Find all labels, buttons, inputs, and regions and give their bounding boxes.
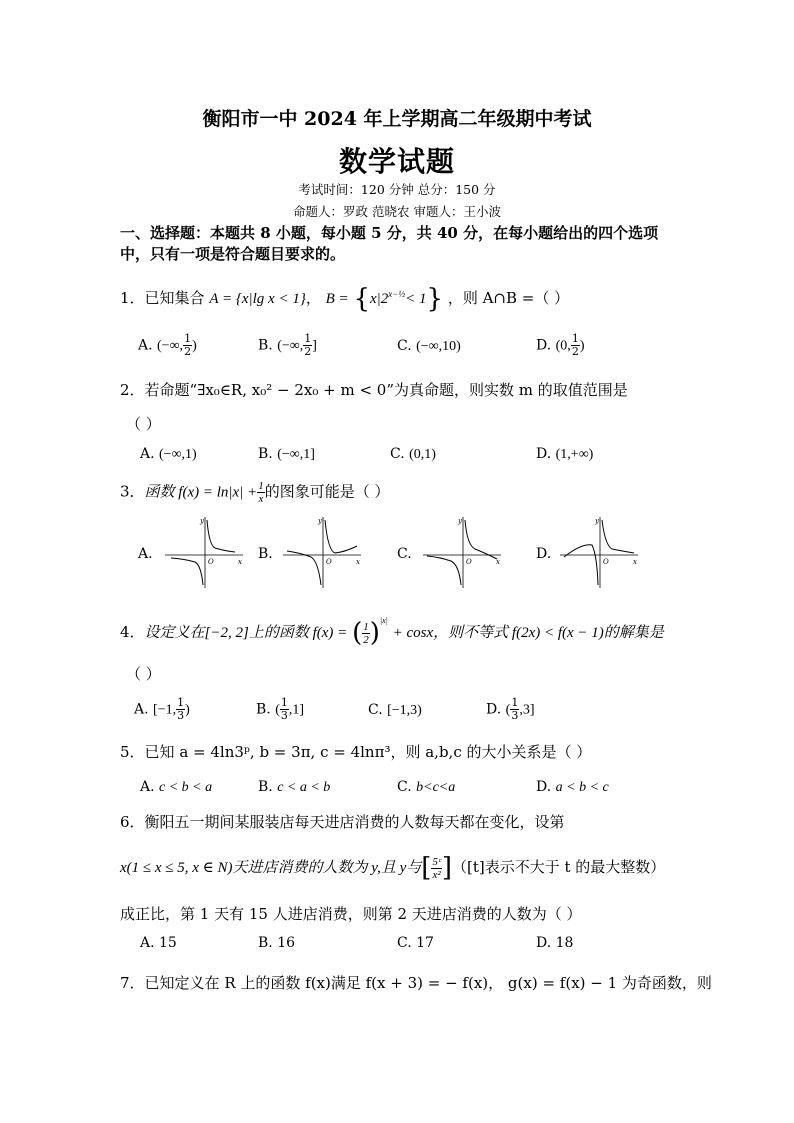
svg-text:O: O bbox=[326, 558, 332, 566]
svg-text:O: O bbox=[466, 558, 472, 566]
question-4-paren: （ ） bbox=[126, 665, 161, 683]
q3-graph-d bbox=[560, 515, 640, 590]
svg-text:y: y bbox=[458, 517, 462, 525]
svg-text:y: y bbox=[318, 517, 322, 525]
svg-text:y: y bbox=[200, 517, 204, 525]
question-number: 4． bbox=[120, 623, 145, 641]
set-a: A = {x|lg x < 1} bbox=[209, 291, 306, 307]
q1-option-c: C. (−∞,10) bbox=[397, 338, 461, 354]
q3-option-a-label: A. bbox=[138, 546, 153, 562]
q6-option-a: A. 15 bbox=[140, 935, 177, 951]
svg-text:O: O bbox=[208, 558, 214, 566]
question-number: 7． bbox=[120, 974, 145, 992]
svg-text:O: O bbox=[603, 558, 609, 566]
q3-graph-c bbox=[423, 515, 503, 590]
question-4: 4．设定义在[−2, 2]上的函数 f(x) = ( $\frac{1}{2}$ )$^{|x|}$ + cosx，则不等式 f(2x) < f(x − 1)的解集是 bbox=[120, 616, 664, 648]
question-6-line2: x(1 ≤ x ≤ 5, x ∈ N)天进店消费的人数为 y,且 y与[ $\frac{\text{5ᶜ}}{\text{x²}}$ ]（[t]表示不大于 t 的最大整数） bbox=[120, 853, 666, 883]
q3-option-d-label: D. bbox=[536, 546, 552, 562]
q3-graph-b bbox=[283, 515, 363, 590]
question-number: 6． bbox=[120, 813, 145, 831]
q1-option-d: D. (0, $\frac{1}{2}$ ) bbox=[536, 332, 585, 358]
q1-option-a: A. (−∞, $\frac{1}{2}$ ) bbox=[138, 332, 197, 358]
q5-option-c: C. b<c<a bbox=[397, 779, 456, 795]
question-number: 2． bbox=[120, 381, 145, 399]
q4-option-d: D. ( $\frac{1}{3}$ ,3] bbox=[486, 696, 535, 722]
q2-option-b: B. (−∞,1] bbox=[258, 446, 315, 462]
question-3: 3．函数 f(x) = ln|x| + $\frac{1}{x}$ 的图象可能是（ ） bbox=[120, 480, 390, 505]
q4-option-c: C. [−1,3) bbox=[368, 702, 422, 718]
q1-option-b: B. (−∞, $\frac{1}{2}$ ] bbox=[258, 332, 317, 358]
q6-option-d: D. 18 bbox=[536, 935, 574, 951]
svg-text:x: x bbox=[356, 558, 360, 566]
question-5: 5．已知 a = 4ln3ᵖ, b = 3π, c = 4lnπ³，则 a,b,c 的大小关系是（ ） bbox=[120, 743, 592, 761]
section-heading-line2: 中，只有一项是符合题目要求的。 bbox=[120, 245, 346, 263]
svg-text:x: x bbox=[238, 558, 242, 566]
section-heading-line1: 一、选择题：本题共 8 小题，每小题 5 分，共 40 分，在每小题给出的四个选项 bbox=[120, 224, 659, 242]
q3-option-b-label: B. bbox=[258, 546, 273, 562]
q6-option-c: C. 17 bbox=[397, 935, 434, 951]
q3-option-c-label: C. bbox=[397, 546, 412, 562]
question-number: 3． bbox=[120, 482, 145, 501]
q5-option-a: A. c < b < a bbox=[140, 779, 213, 795]
q4-option-b: B. ( $\frac{1}{3}$ ,1] bbox=[256, 696, 305, 722]
q2-option-c: C. (0,1) bbox=[390, 446, 436, 462]
exam-info: 考试时间：120 分钟 总分：150 分 bbox=[298, 182, 496, 197]
exam-title: 衡阳市一中 2024 年上学期高二年级期中考试 bbox=[202, 108, 592, 130]
question-number: 1． bbox=[120, 289, 145, 307]
svg-text:x: x bbox=[633, 558, 637, 566]
question-7: 7．已知定义在 R 上的函数 f(x)满足 f(x + 3) = − f(x)， g(x) = f(x) − 1 为奇函数，则 bbox=[120, 974, 712, 992]
exam-authors: 命题人：罗政 范晓农 审题人：王小波 bbox=[293, 204, 501, 219]
question-2: 2．若命题“∃x₀∈R, x₀² − 2x₀ + m < 0”为真命题，则实数 m 的取值范围是 bbox=[120, 381, 628, 399]
question-number: 5． bbox=[120, 743, 145, 761]
q6-option-b: B. 16 bbox=[258, 935, 296, 951]
svg-text:x: x bbox=[496, 558, 500, 566]
q2-option-a: A. (−∞,1) bbox=[140, 446, 197, 462]
q5-option-d: D. a < b < c bbox=[536, 779, 609, 795]
q3-graph-a bbox=[165, 515, 245, 590]
svg-text:y: y bbox=[595, 517, 599, 525]
q5-option-b: B. c < a < b bbox=[258, 779, 331, 795]
question-6: 6．衡阳五一期间某服装店每天进店消费的人数每天都在变化，设第 bbox=[120, 813, 565, 831]
subject-title: 数学试题 bbox=[338, 145, 455, 178]
question-2-paren: （ ） bbox=[126, 415, 161, 433]
question-6-line3: 成正比，第 1 天有 15 人进店消费，则第 2 天进店消费的人数为（ ） bbox=[120, 905, 582, 923]
question-1: 1．已知集合 A = {x|lg x < 1}， $B = \{x|2^{x-\frac{1}{2}}< 1\}$ ，则 A∩B =（ ） bbox=[120, 284, 570, 314]
q2-option-d: D. (1,+∞) bbox=[536, 446, 594, 462]
q4-option-a: A. [−1, $\frac{1}{3}$ ) bbox=[134, 696, 190, 722]
